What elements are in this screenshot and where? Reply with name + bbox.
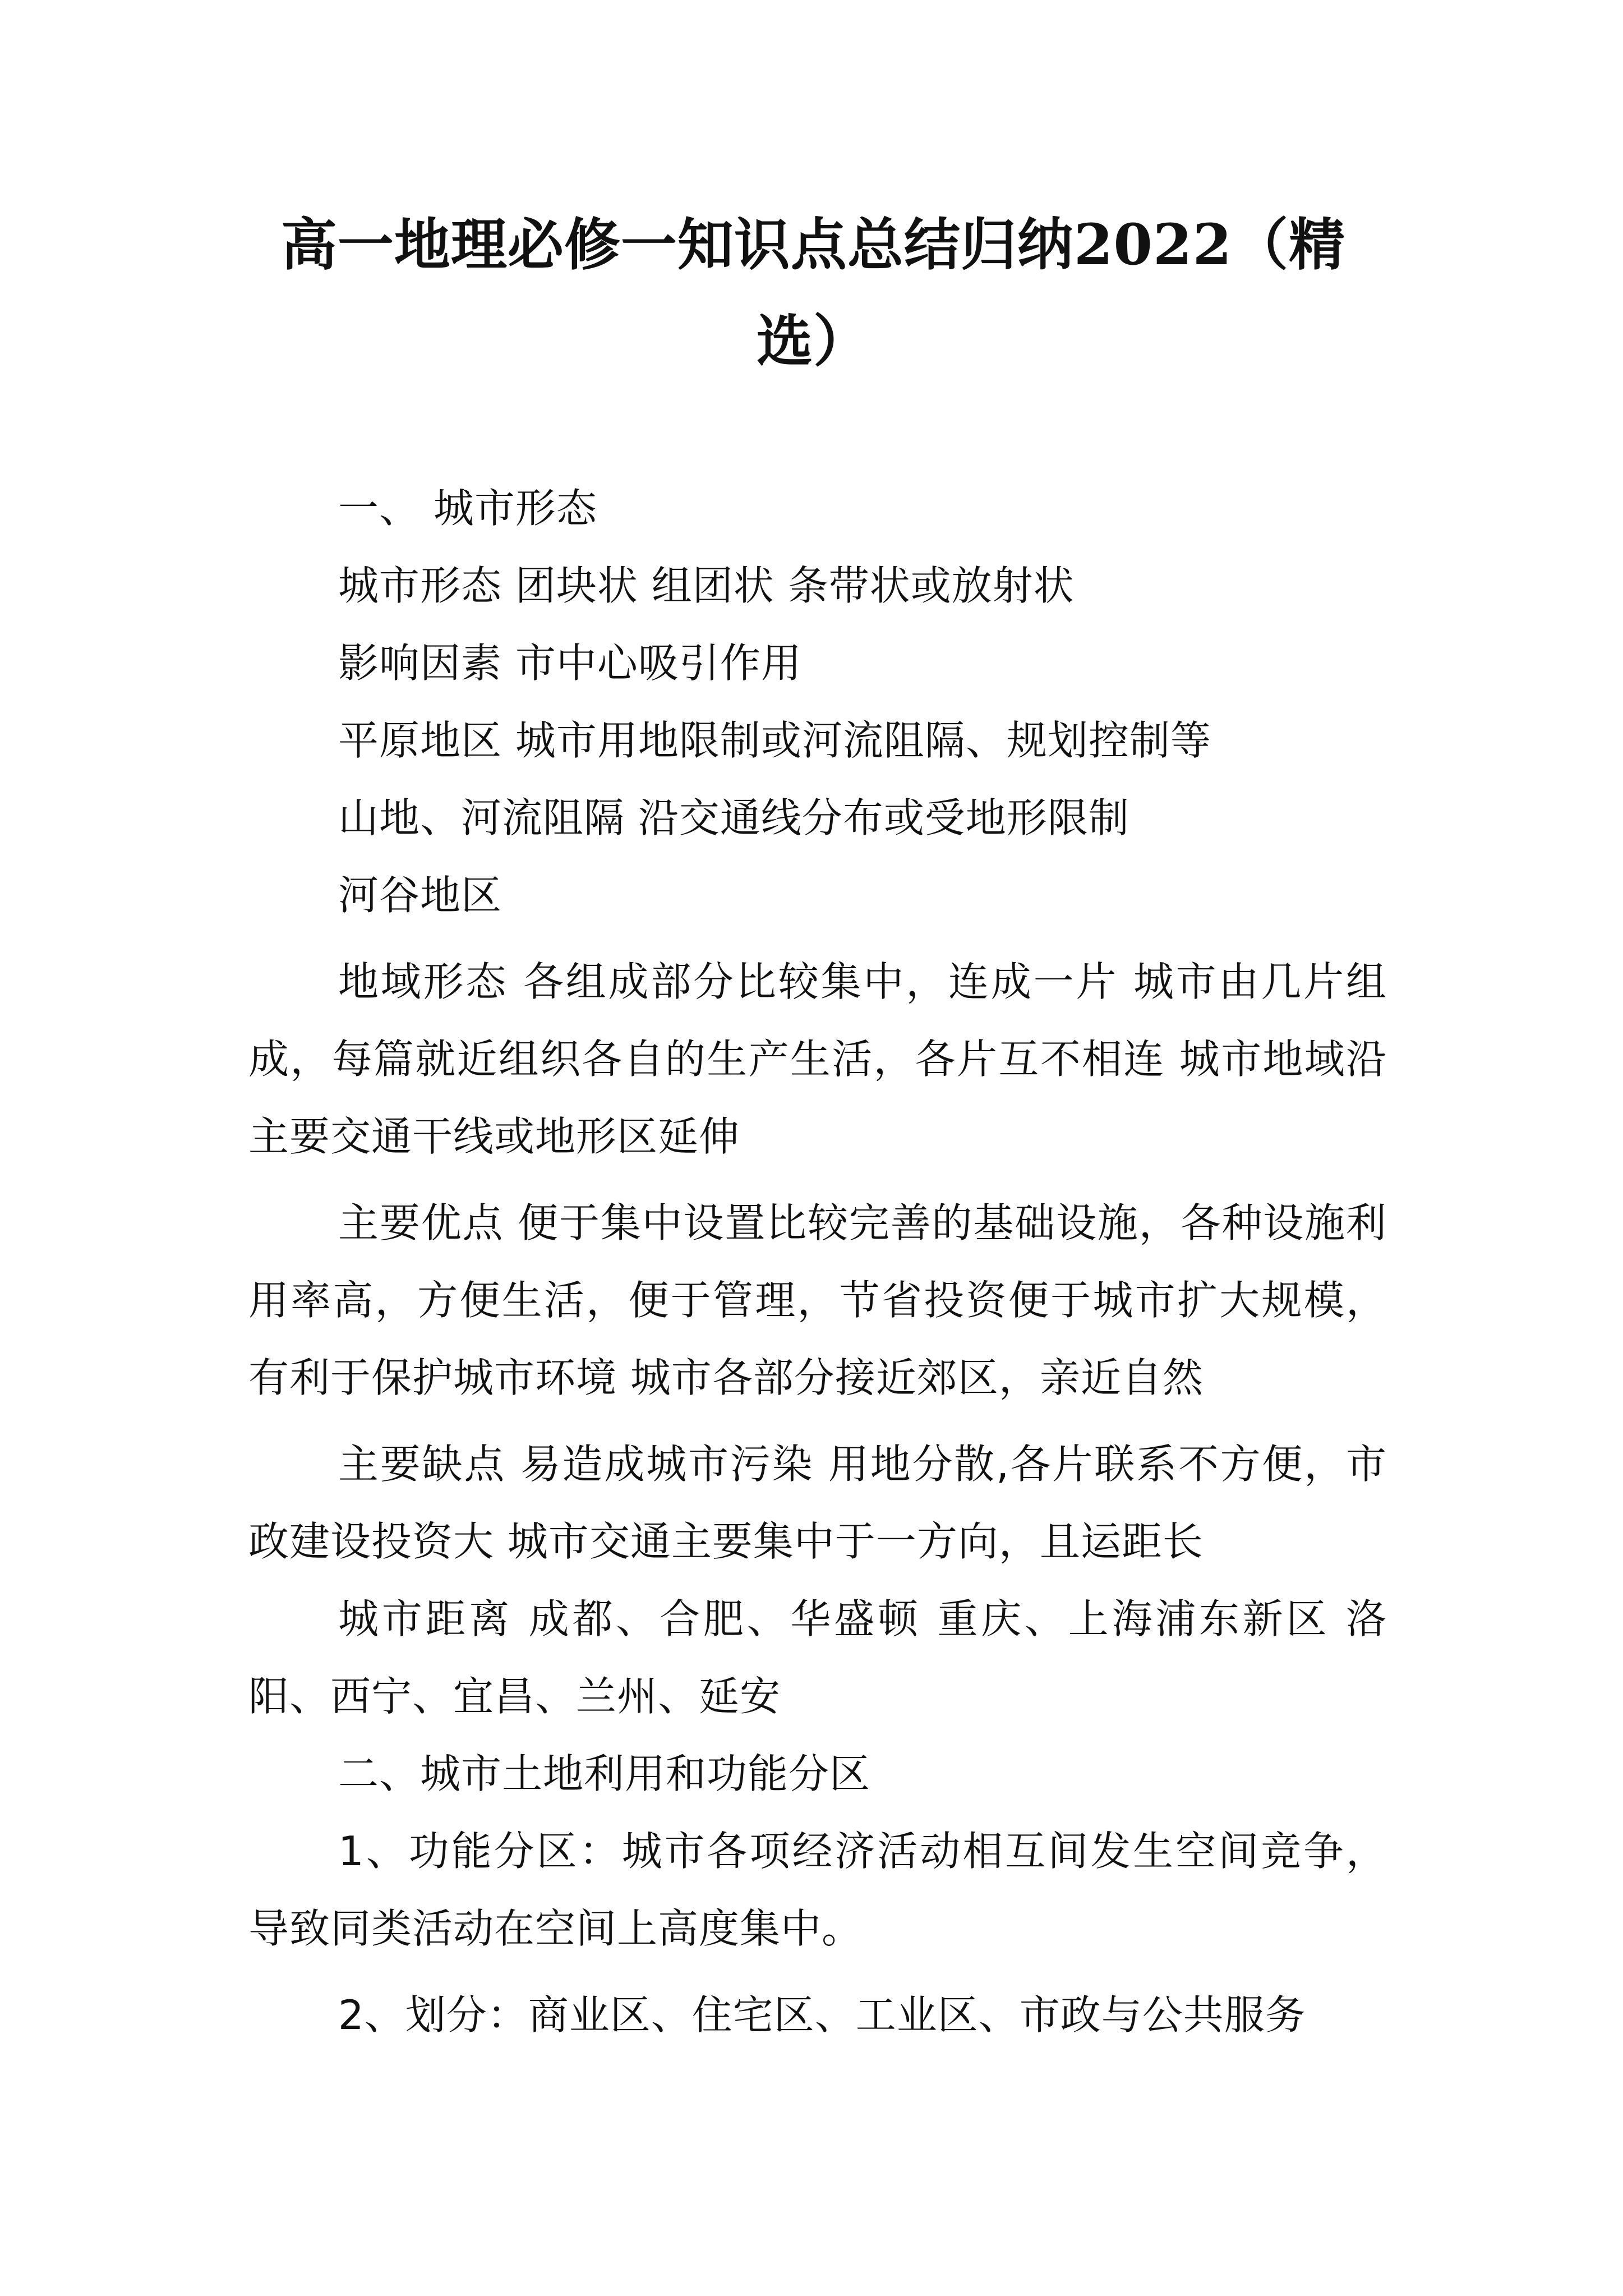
paragraph-influencing-factors: 影响因素 市中心吸引作用 xyxy=(338,639,802,687)
paragraph-functional-zoning: 1、功能分区：城市各项经济活动相互间发生空间竞争，导致同类活动在空间上高度集中。 xyxy=(248,1828,1387,1952)
document-title-line-2: 选） xyxy=(757,308,870,374)
paragraph-city-examples: 城市距离 成都、合肥、华盛顿 重庆、上海浦东新区 洛阳、西宁、宜昌、兰州、延安 xyxy=(248,1595,1387,1720)
paragraph-valley-areas: 河谷地区 xyxy=(338,872,502,919)
document-title xyxy=(241,196,1385,389)
paragraph-main-disadvantages: 主要缺点 易造成城市污染 用地分散,各片联系不方便，市政建设投资大 城市交通主要集中于一方向，且运距长 xyxy=(248,1441,1387,1565)
section-heading-land-use: 二、城市土地利用和功能分区 xyxy=(338,1750,871,1797)
document-title-line-1: 高一地理必修一知识点总结归纳2022（精 xyxy=(280,211,1346,278)
paragraph-plain-areas: 平原地区 城市用地限制或河流阻隔、规划控制等 xyxy=(338,717,1211,764)
paragraph-regional-form: 地域形态 各组成部分比较集中，连成一片 城市由几片组成，每篇就近组织各自的生产生活，各片互不相连 城市地域沿主要交通干线或地形区延伸 xyxy=(248,958,1387,1160)
paragraph-mountain-river: 山地、河流阻隔 沿交通线分布或受地形限制 xyxy=(338,794,1129,841)
paragraph-city-form-types: 城市形态 团块状 组团状 条带状或放射状 xyxy=(338,562,1075,609)
paragraph-zone-division: 2、划分：商业区、住宅区、工业区、市政与公共服务 xyxy=(338,1991,1306,2039)
section-heading-city-form: 一、 城市形态 xyxy=(338,485,597,532)
paragraph-main-advantages: 主要优点 便于集中设置比较完善的基础设施，各种设施利用率高，方便生活，便于管理，节省投资便于城市扩大规模，有利于保护城市环境 城市各部分接近郊区，亲近自然 xyxy=(248,1199,1387,1401)
document-body xyxy=(248,470,1387,2054)
